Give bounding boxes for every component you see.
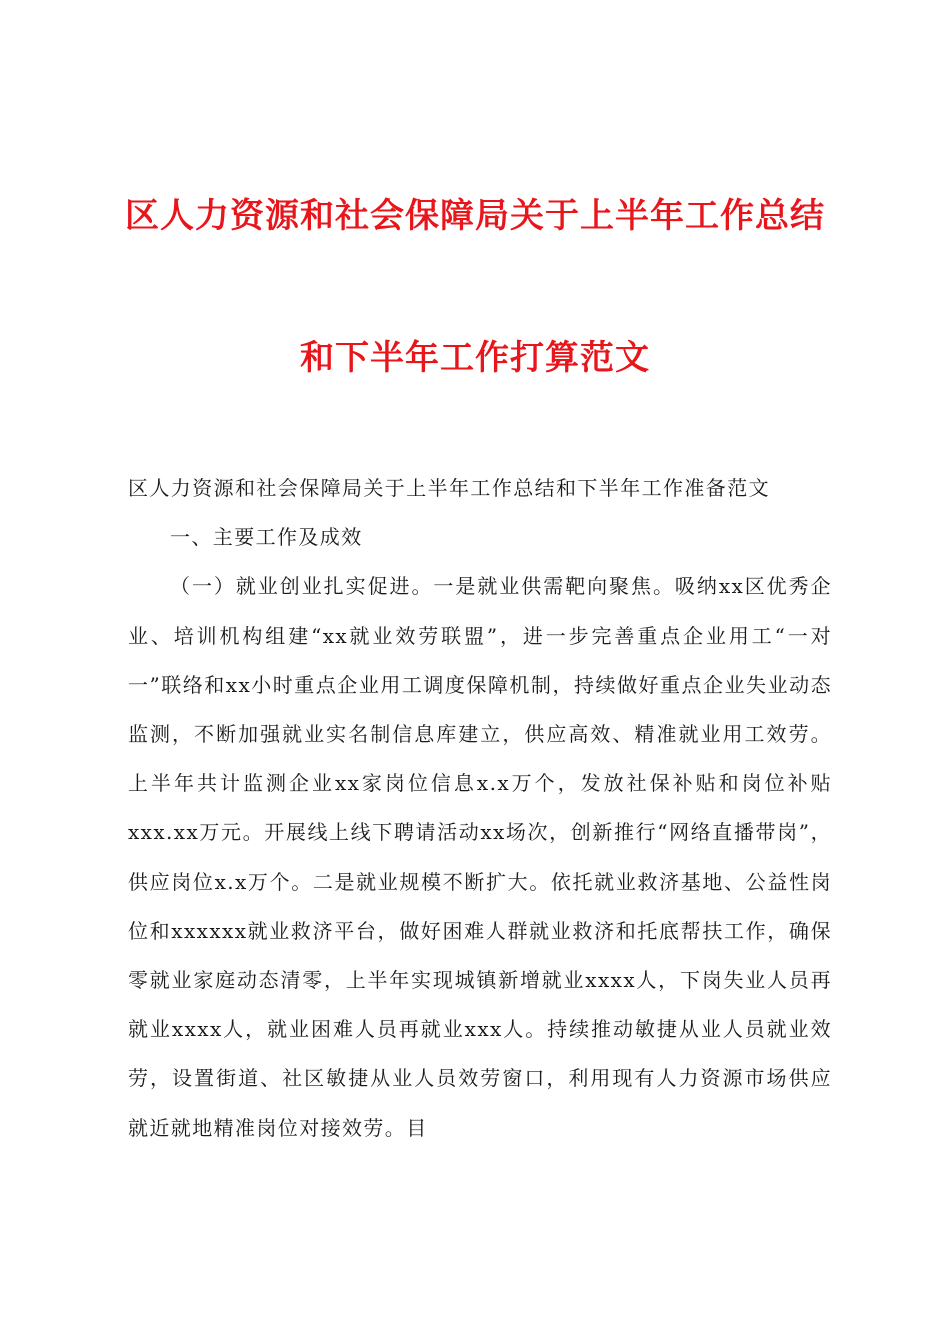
body-paragraph: （一）就业创业扎实促进。一是就业供需靶向聚焦。吸纳xx区优秀企业、培训机构组建“xx就业效劳联盟”，进一步完善重点企业用工“一对一”联络和xx小时重点企业用工调度保障机制，持续做好重点企业失业动态监测，不断加强就业实名制信息库建立，供应高效、精准就业用工效劳。上半年共计监测企业xx家岗位信息x.x万个，发放社保补贴和岗位补贴xxx.xx万元。开展线上线下聘请活动xx场次，创新推行“网络直播带岗”，供应岗位x.x万个。二是就业规模不断扩大。依托就业救济基地、公益性岗位和xxxxxx就业救济平台，做好困难人群就业救济和托底帮扶工作，确保零就业家庭动态清零，上半年实现城镇新增就业xxxx人，下岗失业人员再就业xxxx人，就业困难人员再就业xxx人。持续推动敏捷从业人员就业效劳，设置街道、社区敏捷从业人员效劳窗口，利用现有人力资源市场供应就近就地精准岗位对接效劳。目 (128, 574, 832, 1140)
document-title-line-2: 和下半年工作打算范文 (300, 338, 650, 378)
section-heading: 一、主要工作及成效 (170, 525, 363, 550)
document-body (128, 464, 832, 1153)
document-subtitle: 区人力资源和社会保障局关于上半年工作总结和下半年工作准备范文 (128, 476, 770, 500)
document-title-line-1: 区人力资源和社会保障局关于上半年工作总结 (125, 196, 825, 236)
